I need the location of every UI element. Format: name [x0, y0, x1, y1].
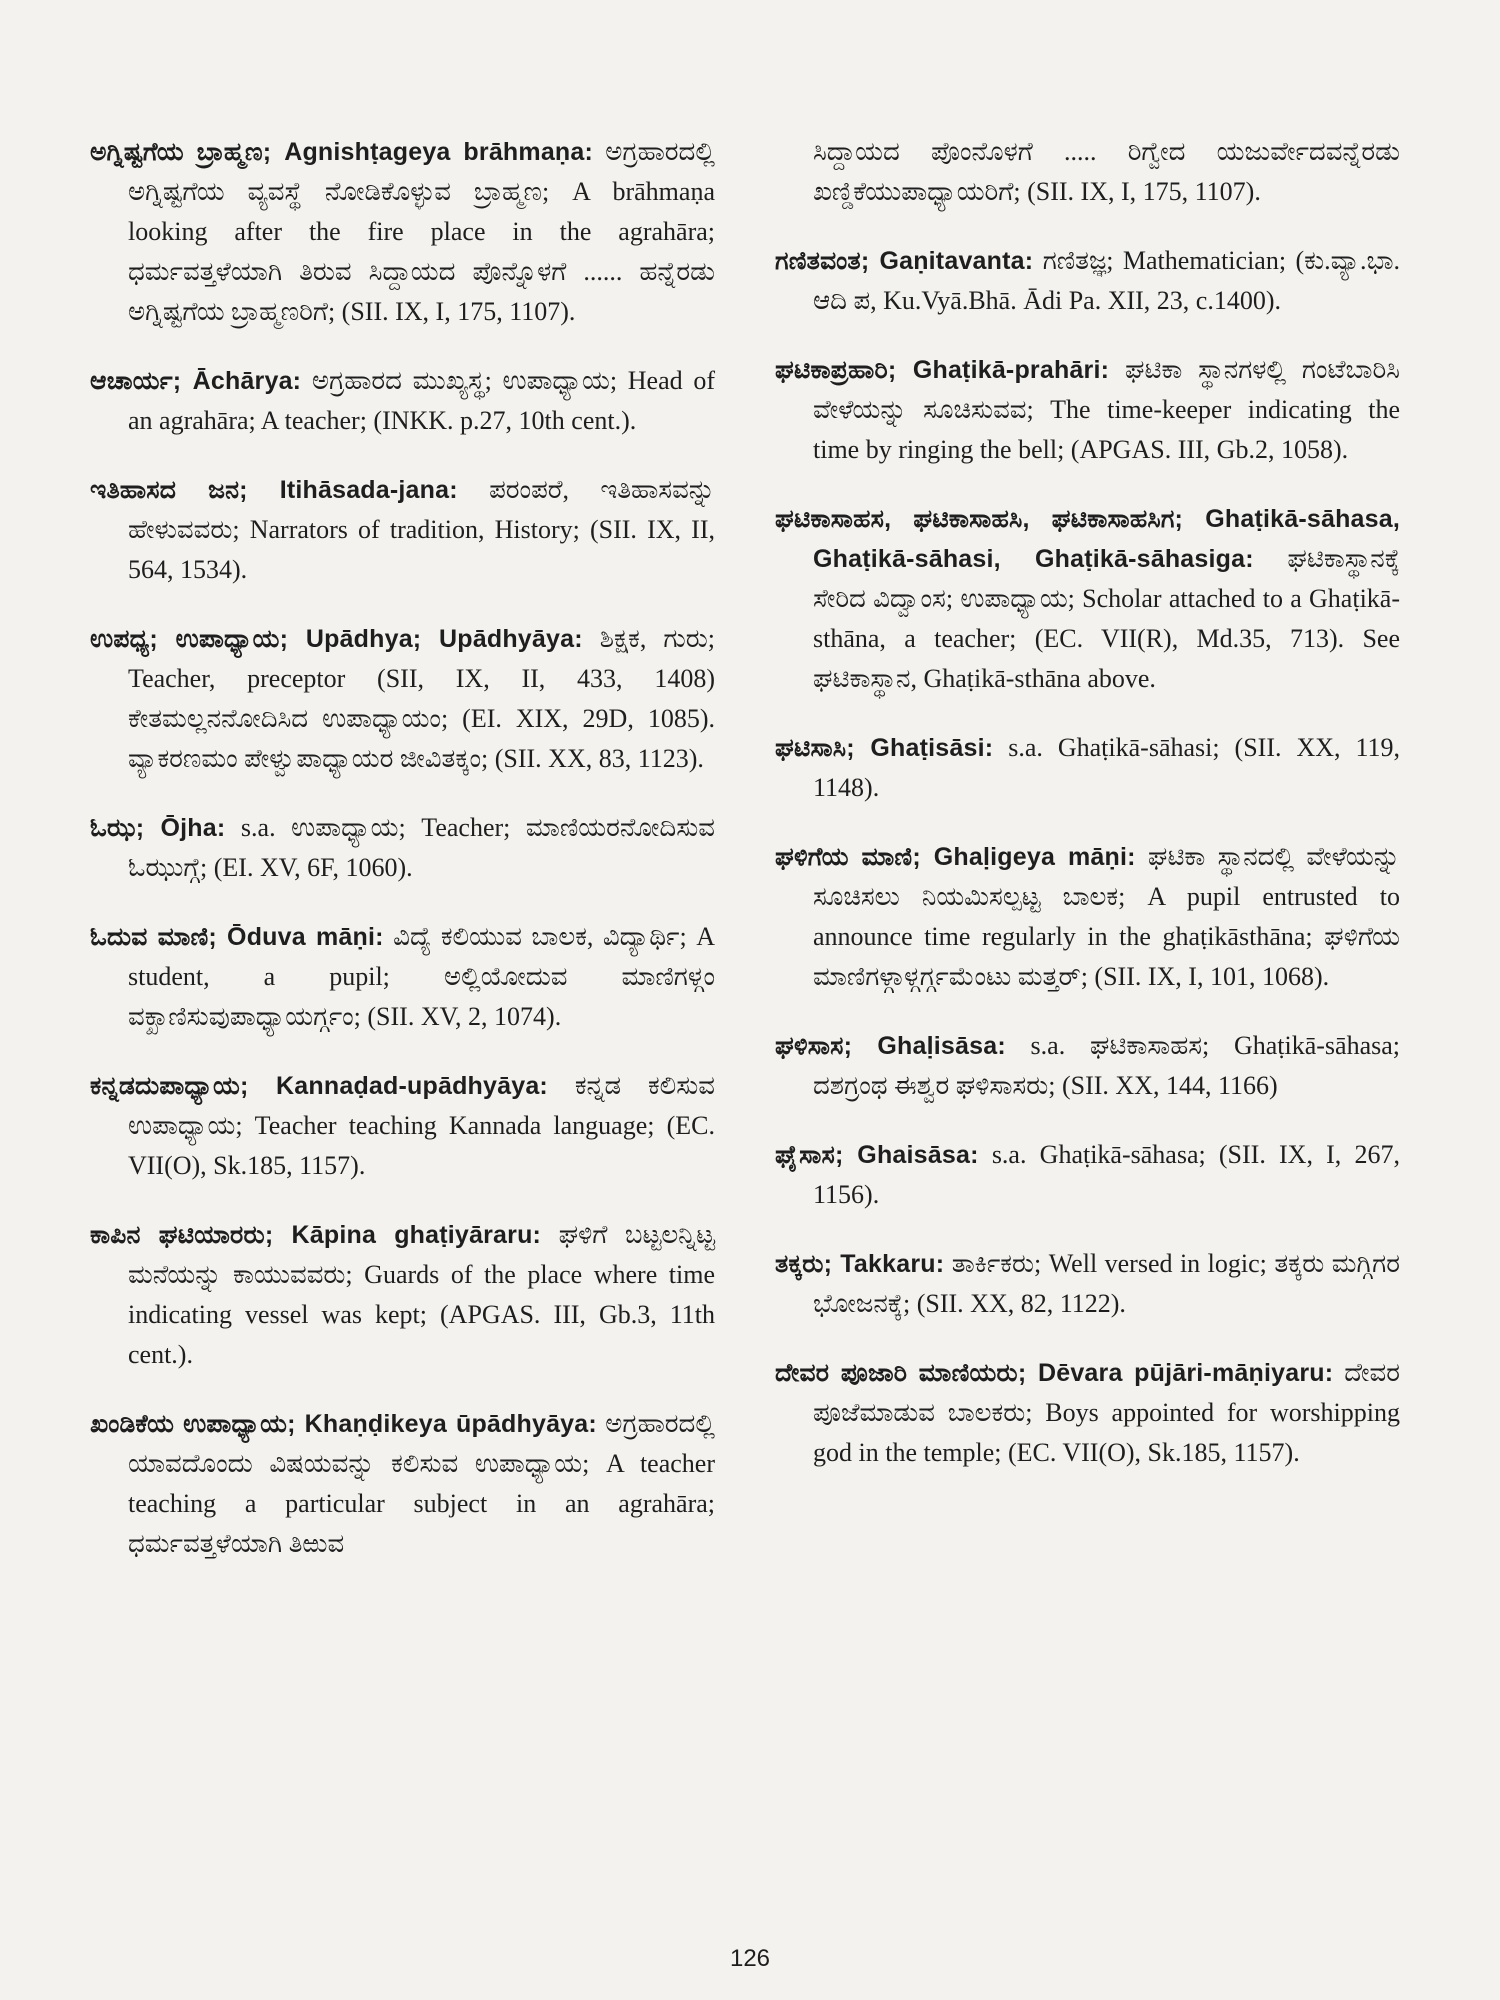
- dictionary-entry: [775, 1244, 1400, 1324]
- entry-headword: ಓಝ; Ōjha:: [90, 814, 226, 842]
- dictionary-entry: [775, 1353, 1400, 1473]
- entry-headword: ಘೈಸಾಸ; Ghaisāsa:: [775, 1141, 979, 1169]
- dictionary-entry: [90, 1215, 715, 1375]
- entry-headword: ಘಳಿಗೆಯ ಮಾಣಿ; Ghaḷigeya māṇi:: [775, 843, 1136, 871]
- dictionary-entry: [90, 132, 715, 332]
- dictionary-entry: [775, 728, 1400, 808]
- entry-headword: ತಕ್ಕರು; Takkaru:: [775, 1250, 945, 1278]
- entry-headword: ಕಾಪಿನ ಘಟಿಯಾರರು; Kāpina ghaṭiyāraru:: [90, 1221, 542, 1249]
- dictionary-entry: [90, 1404, 715, 1564]
- dictionary-entry: [90, 619, 715, 779]
- dictionary-entry: [775, 837, 1400, 997]
- entry-headword: ಉಪಧ್ಯ; ಉಪಾಧ್ಯಾಯ; Upādhya; Upādhyāya:: [90, 625, 583, 653]
- dictionary-entry: [90, 361, 715, 441]
- entry-definition: ಅಗ್ರಹಾರದ ಮುಖ್ಯಸ್ಥ; ಉಪಾಧ್ಯಾಯ; Head of an agrahāra; A teacher; (INKK. p.27, 10th cent.).: [128, 366, 715, 435]
- entry-definition: ಸಿದ್ದಾಯದ ಪೊಂನೊಳಗೆ ..... ರಿಗ್ವೇದ ಯಜುರ್ವೇದವನ್ನೆರಡು ಖಣ್ಡಿಕೆಯುಪಾಧ್ಯಾಯರಿಗೆ; (SII. IX, I, 175, 1107).: [813, 137, 1400, 206]
- entry-definition: s.a. Ghaṭikā-sāhasa; (SII. IX, I, 267, 1156).: [813, 1140, 1400, 1209]
- entry-definition: ಅಗ್ರಹಾರದಲ್ಲಿ ಯಾವದೊಂದು ವಿಷಯವನ್ನು ಕಲಿಸುವ ಉಪಾಧ್ಯಾಯ; A teacher teaching a particular subject in an agrahāra; ಧರ್ಮವತ್ತಳೆಯಾಗಿ ತಿಱುವ: [128, 1409, 715, 1558]
- entry-headword: ಆಚಾರ್ಯ; Āchārya:: [90, 367, 302, 395]
- entry-headword: ಕನ್ನಡದುಪಾಧ್ಯಾಯ; Kannaḍad-upādhyāya:: [90, 1072, 548, 1100]
- entry-definition: s.a. ಘಟಿಕಾಸಾಹಸ; Ghaṭikā-sāhasa; ದಶಗ್ರಂಥ ಈಶ್ವರ ಘಳಿಸಾಸರು; (SII. XX, 144, 1166): [813, 1031, 1400, 1100]
- entry-definition: ಅಗ್ರಹಾರದಲ್ಲಿ ಅಗ್ನಿಷ್ಟಗೆಯ ವ್ಯವಸ್ಥೆ ನೋಡಿಕೊಳ್ಳುವ ಬ್ರಾಹ್ಮಣ; A brāhmaṇa looking after the fire place in the agrahāra; ಧರ್ಮವತ್ತಳೆಯಾಗಿ ತಿರುವ ಸಿದ್ದಾಯದ ಪೊನ್ನೊಳಗೆ ...... ಹನ್ನೆರಡು ಅಗ್ನಿಷ್ಟಗೆಯ ಬ್ರಾಹ್ಮಣರಿಗೆ; (SII. IX, I, 175, 1107).: [128, 137, 715, 326]
- dictionary-entry: [775, 1135, 1400, 1215]
- right-column: [775, 132, 1400, 1502]
- entry-headword: ಓದುವ ಮಾಣಿ; Ōduva māṇi:: [90, 923, 384, 951]
- entry-definition: ಕನ್ನಡ ಕಲಿಸುವ ಉಪಾಧ್ಯಾಯ; Teacher teaching Kannada language; (EC. VII(O), Sk.185, 1157).: [128, 1071, 715, 1180]
- entry-headword: ಗಣಿತವಂತ; Gaṇitavanta:: [775, 247, 1034, 275]
- dictionary-entry: [90, 808, 715, 888]
- entry-headword: ಘಟಿಕಾಪ್ರಹಾರಿ; Ghaṭikā-prahāri:: [775, 356, 1110, 384]
- dictionary-entry: [775, 241, 1400, 321]
- dictionary-entry: [775, 350, 1400, 470]
- page-number: 126: [729, 1945, 771, 1972]
- entry-definition: ತಾರ್ಕಿಕರು; Well versed in logic; ತಕ್ಕರು ಮಗ್ಗಿಗರ ಭೋಜನಕ್ಕೆ; (SII. XX, 82, 1122).: [813, 1249, 1401, 1318]
- entry-definition: ಘಟಿಕಾಸ್ಥಾನಕ್ಕೆ ಸೇರಿದ ವಿದ್ವಾಂಸ; ಉಪಾಧ್ಯಾಯ; Scholar attached to a Ghaṭikā-sthāna, a teacher; (EC. VII(R), Md.35, 713). See ಘಟಿಕಾಸ್ಥಾನ, Ghaṭikā-sthāna above.: [813, 544, 1400, 693]
- dictionary-entry: [90, 1066, 715, 1186]
- entry-headword: ಘಟಿಕಾಸಾಹಸ, ಘಟಿಕಾಸಾಹಸಿ, ಘಟಿಕಾಸಾಹಸಿಗ; Ghaṭikā-sāhasa, Ghaṭikā-sāhasi, Ghaṭikā-sāhasiga:: [775, 505, 1400, 573]
- dictionary-entry: [775, 132, 1400, 212]
- entry-headword: ಘಟಿಸಾಸಿ; Ghaṭisāsi:: [775, 734, 994, 762]
- entry-definition: ಘಳಿಗೆ ಬಟ್ಟಲನ್ನಿಟ್ಟ ಮನೆಯನ್ನು ಕಾಯುವವರು; Guards of the place where time indicating vessel was kept; (APGAS. III, Gb.3, 11th cent.).: [128, 1220, 715, 1369]
- entry-definition: ಗಣಿತಜ್ಞ; Mathematician; (ಕು.ವ್ಯಾ.ಭಾ. ಆದಿ ಪ, Ku.Vyā.Bhā. Ādi Pa. XII, 23, c.1400).: [813, 246, 1400, 315]
- entry-definition: ಶಿಕ್ಷಕ, ಗುರು; Teacher, preceptor (SII, IX, II, 433, 1408) ಕೇತಮಲ್ಲನನೋದಿಸಿದ ಉಪಾಧ್ಯಾಯಂ; (EI. XIX, 29D, 1085). ವ್ಯಾಕರಣಮಂ ಪೇಳ್ವುಪಾಧ್ಯಾಯರ ಜೀವಿತಕ್ಕಂ; (SII. XX, 83, 1123).: [128, 624, 715, 773]
- dictionary-entry: [775, 499, 1400, 699]
- entry-headword: ಅಗ್ನಿಷ್ಟಗೆಯ ಬ್ರಾಹ್ಮಣ; Agnishṭageya brāhmaṇa:: [90, 138, 594, 166]
- dictionary-entry: [90, 917, 715, 1037]
- left-column: [90, 132, 715, 1593]
- entry-headword: ಇತಿಹಾಸದ ಜನ; Itihāsada-jana:: [90, 476, 458, 504]
- entry-definition: ಘಟಿಕಾ ಸ್ಥಾನದಲ್ಲಿ ವೇಳೆಯನ್ನು ಸೂಚಿಸಲು ನಿಯಮಿಸಲ್ಪಟ್ಟ ಬಾಲಕ; A pupil entrusted to announce time regularly in the ghaṭikāsthāna; ಘಳಿಗೆಯ ಮಾಣಿಗಳ್ಗಾಳ್ಗರ್ಗ್ಗಮೆಂಟು ಮತ್ತರ್; (SII. IX, I, 101, 1068).: [813, 842, 1400, 991]
- entry-definition: ಪರಂಪರೆ, ಇತಿಹಾಸವನ್ನು ಹೇಳುವವರು; Narrators of tradition, History; (SII. IX, II, 564, 1534).: [128, 475, 715, 584]
- entry-definition: s.a. Ghaṭikā-sāhasi; (SII. XX, 119, 1148).: [813, 733, 1400, 802]
- entry-definition: ದೇವರ ಪೂಜೆಮಾಡುವ ಬಾಲಕರು; Boys appointed for worshipping god in the temple; (EC. VII(O), Sk.185, 1157).: [813, 1358, 1400, 1467]
- entry-definition: ಘಟಿಕಾ ಸ್ಥಾನಗಳಲ್ಲಿ ಗಂಟೆಬಾರಿಸಿ ವೇಳೆಯನ್ನು ಸೂಚಿಸುವವ; The time-keeper indicating the time by ringing the bell; (APGAS. III, Gb.2, 1058).: [813, 355, 1400, 464]
- dictionary-entry: [775, 1026, 1400, 1106]
- entry-headword: ಖಂಡಿಕೆಯ ಉಪಾಧ್ಯಾಯ; Khaṇḍikeya ūpādhyāya:: [90, 1410, 597, 1438]
- entry-definition: s.a. ಉಪಾಧ್ಯಾಯ; Teacher; ಮಾಣಿಯರನೋದಿಸುವ ಓಝುಗ್ಗೆ; (EI. XV, 6F, 1060).: [128, 813, 715, 882]
- entry-headword: ದೇವರ ಪೂಜಾರಿ ಮಾಣಿಯರು; Dēvara pūjāri-māṇiyaru:: [775, 1359, 1334, 1387]
- dictionary-entry: [90, 470, 715, 590]
- entry-definition: ವಿದ್ಯೆ ಕಲಿಯುವ ಬಾಲಕ, ವಿದ್ಯಾರ್ಥಿ; A student, a pupil; ಅಲ್ಲಿಯೋದುವ ಮಾಣಿಗಳ್ಗಂ ವಕ್ಖಾಣಿಸುವುಪಾಧ್ಯಾಯರ್ಗ್ಗಂ; (SII. XV, 2, 1074).: [128, 922, 715, 1031]
- entry-headword: ಘಳಿಸಾಸ; Ghaḷisāsa:: [775, 1032, 1006, 1060]
